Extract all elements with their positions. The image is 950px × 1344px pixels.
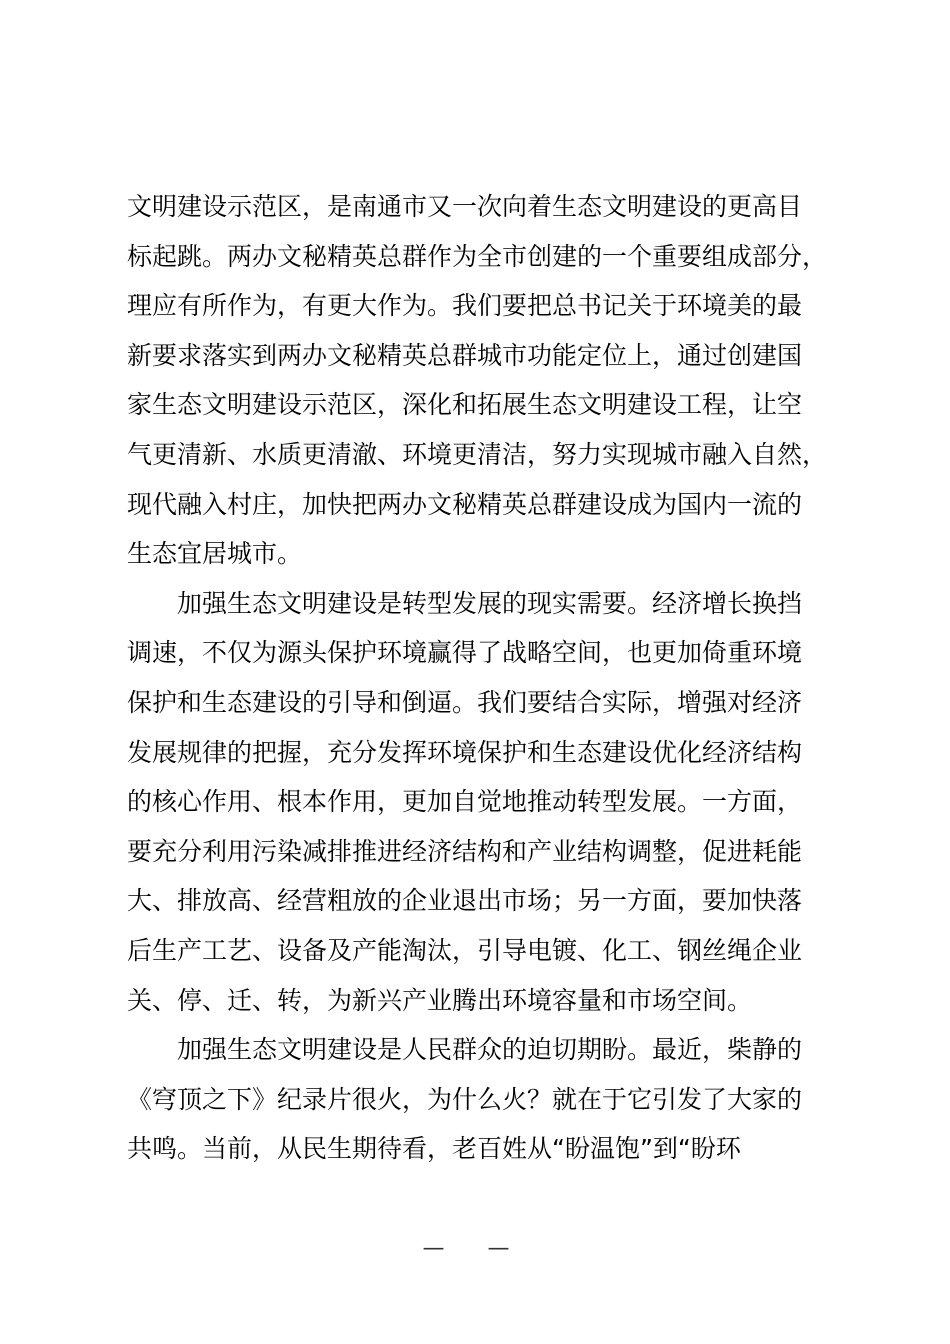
text-line: 大、排放高、经营粗放的企业退出市场；另一方面，要加快落 xyxy=(127,886,803,916)
paragraph-2 xyxy=(127,579,847,1025)
text-line: 要充分利用污染减排推进经济结构和产业结构调整，促进耗能 xyxy=(127,836,803,866)
body-text xyxy=(127,182,847,1174)
page-footer xyxy=(0,1236,950,1261)
text-line: 加强生态文明建设是转型发展的现实需要。经济增长换挡 xyxy=(127,588,803,618)
text-line: 现代融入村庄，加快把两办文秘精英总群建设成为国内一流的 xyxy=(127,489,803,519)
text-line: 的核心作用、根本作用，更加自觉地推动转型发展。一方面， xyxy=(127,787,803,817)
text-line: 保护和生态建设的引导和倒逼。我们要结合实际，增强对经济 xyxy=(127,687,803,717)
paragraph-1 xyxy=(127,182,847,579)
text-line: 家生态文明建设示范区，深化和拓展生态文明建设工程，让空 xyxy=(127,390,803,420)
text-line: 后生产工艺、设备及产能淘汰，引导电镀、化工、钢丝绳企业 xyxy=(127,935,803,965)
text-line: 新要求落实到两办文秘精英总群城市功能定位上，通过创建国 xyxy=(127,340,803,370)
text-line: 文明建设示范区，是南通市又一次向着生态文明建设的更高目 xyxy=(127,192,803,221)
text-line: 《穹顶之下》纪录片很火，为什么火？就在于它引发了大家的 xyxy=(127,1084,803,1114)
text-line: 共鸣。当前，从民生期待看，老百姓从“盼温饱”到“盼环 xyxy=(127,1134,741,1164)
text-line: 关、停、迁、转，为新兴产业腾出环境容量和市场空间。 xyxy=(127,985,753,1015)
text-line: 加强生态文明建设是人民群众的迫切期盼。最近，柴静的 xyxy=(127,1035,803,1065)
page-marker: — — xyxy=(422,1236,528,1261)
paragraph-3 xyxy=(127,1025,847,1174)
text-line: 生态宜居城市。 xyxy=(127,539,303,569)
text-line: 发展规律的把握，充分发挥环境保护和生态建设优化经济结构 xyxy=(127,737,803,767)
text-line: 气更清新、水质更清澈、环境更清洁，努力实现城市融入自然， xyxy=(127,439,828,469)
text-line: 标起跳。两办文秘精英总群作为全市创建的一个重要组成部分， xyxy=(127,241,828,271)
text-line: 调速，不仅为源头保护环境赢得了战略空间，也更加倚重环境 xyxy=(127,638,803,668)
text-line: 理应有所作为，有更大作为。我们要把总书记关于环境美的最 xyxy=(127,291,803,321)
